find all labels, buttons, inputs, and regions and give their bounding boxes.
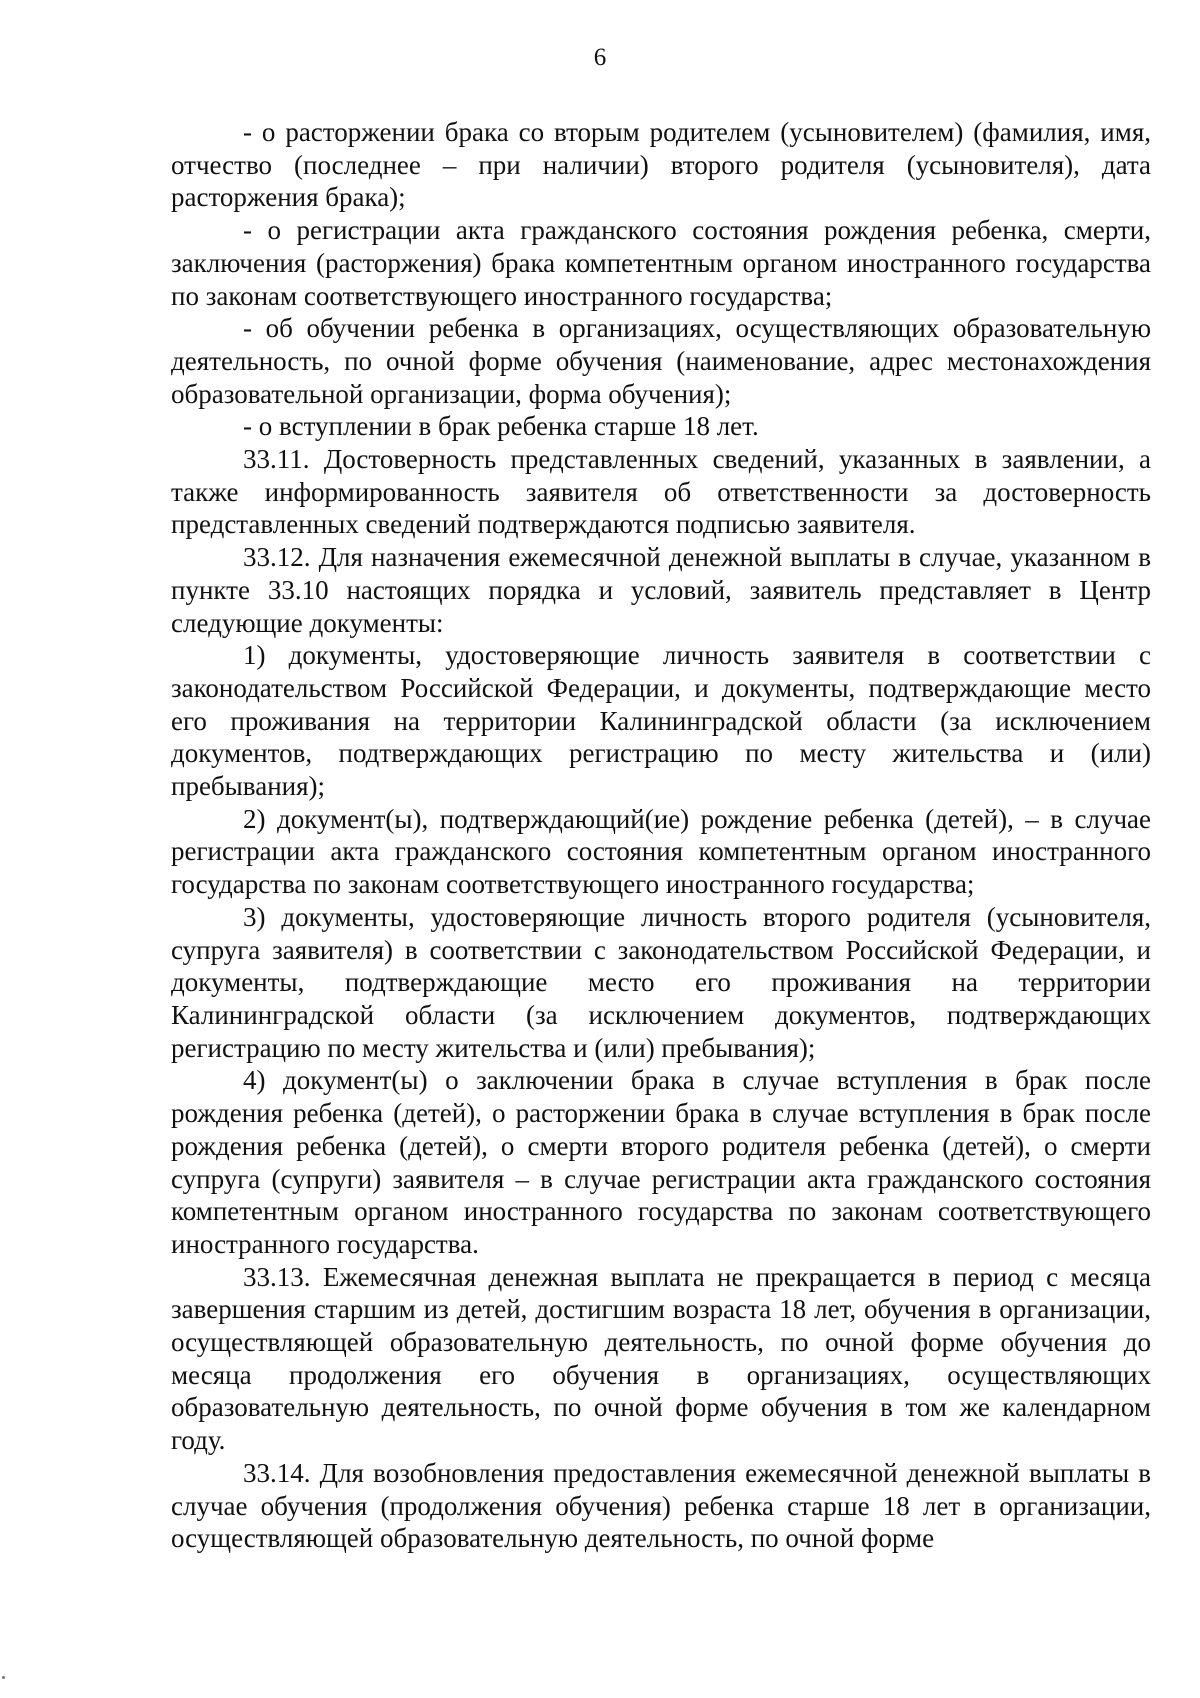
paragraph-33-13: 33.13. Ежемесячная денежная выплата не прекращается в период с месяца завершения старшим из детей, достигшим возраста 18 лет, обучения в организации, осуществляющей образовательную деятельность, по очной форме обучения до месяца продолжения его обучения в организациях, осуществляющих образовательную деятельность, по очной форме обучения в том же календарном году. <box>171 1261 1151 1456</box>
document-body <box>171 116 1151 1555</box>
list-item-4: 4) документ(ы) о заключении брака в случае вступления в брак после рождения ребенка (детей), о расторжении брака в случае вступления в брак после рождения ребенка (детей), о смерти второго родителя ребенка (детей), о смерти супруга (супруги) заявителя – в случае регистрации акта гражданского состояния компетентным органом иностранного государства по законам соответствующего иностранного государства. <box>171 1065 1151 1259</box>
paragraph-divorce-info: - о расторжении брака со вторым родителем (усыновителем) (фамилия, имя, отчество (последнее – при наличии) второго родителя (усыновителя), дата расторжения брака); <box>171 117 1151 213</box>
paragraph-33-11: 33.11. Достоверность представленных сведений, указанных в заявлении, а также информированность заявителя об ответственности за достоверность представленных сведений подтверждаются подписью заявителя. <box>171 444 1151 540</box>
paragraph-marriage-of-child: - о вступлении в брак ребенка старше 18 лет. <box>243 411 759 442</box>
list-item-2: 2) документ(ы), подтверждающий(ие) рождение ребенка (детей), – в случае регистрации акта гражданского состояния компетентным органом иностранного государства по законам соответствующего иностранного государства; <box>171 803 1151 900</box>
paragraph-33-12: 33.12. Для назначения ежемесячной денежной выплаты в случае, указанном в пункте 33.10 настоящих порядка и условий, заявитель представляет в Центр следующие документы: <box>171 542 1151 638</box>
list-item-1: 1) документы, удостоверяющие личность заявителя в соответствии с законодательством Российской Федерации, и документы, подтверждающие место его проживания на территории Калининградской области (за исключением документов, подтверждающих регистрацию по месту жительства и (или) пребывания); <box>171 640 1151 802</box>
scan-speck <box>2 1676 5 1679</box>
paragraph-education-info: - об обучении ребенка в организациях, осуществляющих образовательную деятельность, по очной форме обучения (наименование, адрес местонахождения образовательной организации, форма обучения); <box>171 313 1151 409</box>
list-item-3: 3) документы, удостоверяющие личность второго родителя (усыновителя, супруга заявителя) в соответствии с законодательством Российской Федерации, и документы, подтверждающие место его проживания на территории Калининградской области (за исключением документов, подтверждающих регистрацию по месту жительства и (или) пребывания); <box>171 901 1151 1063</box>
paragraph-33-14: 33.14. Для возобновления предоставления ежемесячной денежной выплаты в случае обучения (продолжения обучения) ребенка старше 18 лет в организации, осуществляющей образовательную деятельность, по очной форме <box>171 1457 1151 1554</box>
paragraph-foreign-registration: - о регистрации акта гражданского состояния рождения ребенка, смерти, заключения (расторжения) брака компетентным органом иностранного государства по законам соответствующего иностранного государства; <box>171 215 1151 311</box>
page-number: 6 <box>593 44 607 71</box>
